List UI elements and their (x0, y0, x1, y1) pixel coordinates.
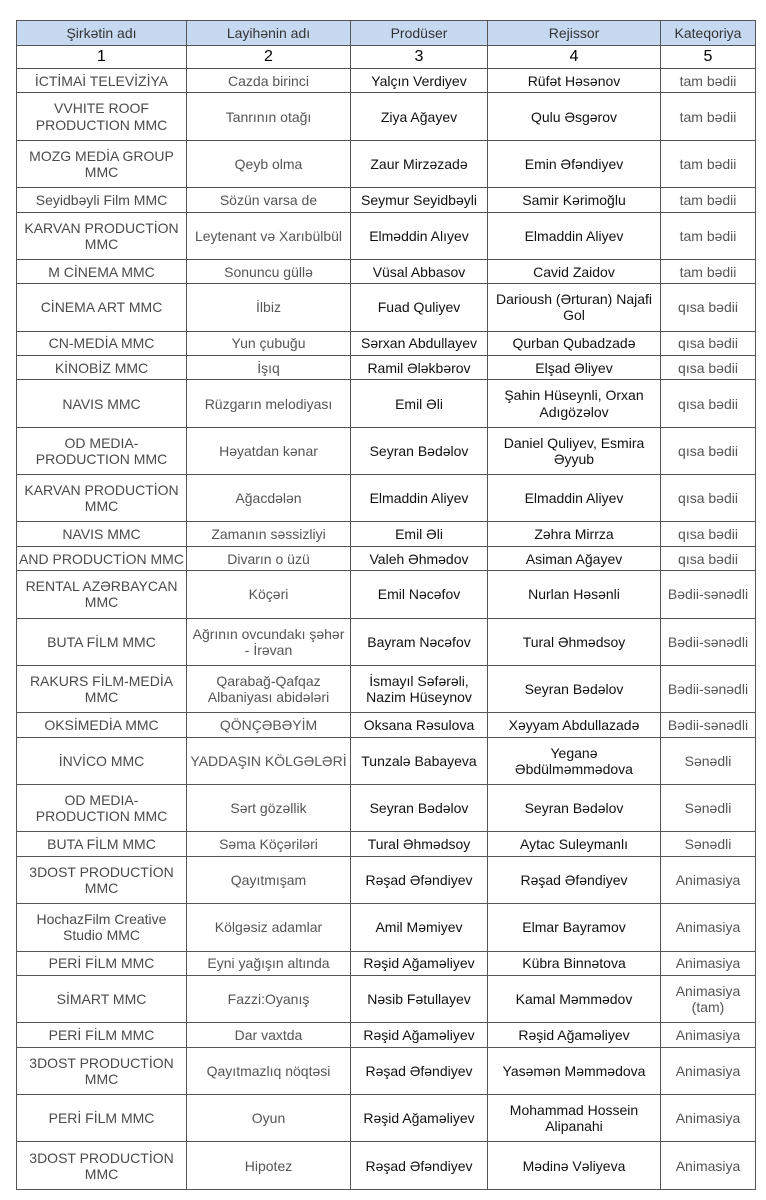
company-cell: PERİ FİLM MMC (17, 1095, 187, 1142)
category-cell: qısa bədii (661, 427, 756, 474)
producer-cell: Emil Əli (351, 380, 488, 427)
director-cell: Mohammad Hossein Alipanahi (488, 1095, 661, 1142)
company-cell: Seyidbəyli Film MMC (17, 188, 187, 212)
category-cell: Animasiya (661, 856, 756, 903)
producer-cell: İsmayıl Səfərəli, Nazim Hüseynov (351, 665, 488, 712)
table-row (17, 69, 756, 93)
project-cell: Hipotez (187, 1142, 351, 1190)
category-cell: Animasiya (661, 904, 756, 951)
company-cell: PERİ FİLM MMC (17, 1023, 187, 1047)
company-cell: 3DOST PRODUCTİON MMC (17, 856, 187, 903)
director-cell: Kübra Binnətova (488, 951, 661, 975)
producer-cell: Yalçın Verdiyev (351, 69, 488, 93)
projects-table (16, 20, 756, 1190)
project-cell: Cazda birinci (187, 69, 351, 93)
director-cell: Yasəmən Məmmədova (488, 1047, 661, 1094)
category-cell: Sənədli (661, 832, 756, 856)
director-cell: Mədinə Vəliyeva (488, 1142, 661, 1190)
director-cell: Aytac Suleymanlı (488, 832, 661, 856)
company-cell: OD MEDIA-PRODUCTION MMC (17, 785, 187, 832)
director-cell: Elmaddin Aliyev (488, 212, 661, 259)
category-cell: Animasiya (661, 1023, 756, 1047)
table-row (17, 522, 756, 546)
header-producer: Prodüser (351, 21, 488, 46)
producer-cell: Emil Nəcəfov (351, 571, 488, 618)
category-cell: Bədii-sənədli (661, 665, 756, 712)
category-cell: Sənədli (661, 785, 756, 832)
table-row (17, 904, 756, 951)
category-cell: Animasiya (661, 1095, 756, 1142)
director-cell: Rüfət Həsənov (488, 69, 661, 93)
company-cell: AND PRODUCTİON MMC (17, 546, 187, 570)
producer-cell: Tural Əhmədsoy (351, 832, 488, 856)
company-cell: M CİNEMA MMC (17, 259, 187, 283)
column-number-row (17, 46, 756, 69)
company-cell: BUTA FİLM MMC (17, 832, 187, 856)
category-cell: tam bədii (661, 212, 756, 259)
project-cell: Sərt gözəllik (187, 785, 351, 832)
director-cell: Rəşid Ağaməliyev (488, 1023, 661, 1047)
table-row (17, 832, 756, 856)
project-cell: Tanrının otağı (187, 93, 351, 140)
company-cell: KİNOBİZ MMC (17, 356, 187, 380)
company-cell: MOZG MEDİA GROUP MMC (17, 140, 187, 187)
director-cell: Asiman Ağayev (488, 546, 661, 570)
column-number: 4 (488, 46, 661, 69)
company-cell: NAVIS MMC (17, 380, 187, 427)
category-cell: tam bədii (661, 188, 756, 212)
producer-cell: Rəşid Ağaməliyev (351, 1095, 488, 1142)
table-row (17, 665, 756, 712)
category-cell: tam bədii (661, 140, 756, 187)
producer-cell: Valeh Əhmədov (351, 546, 488, 570)
project-cell: Sonuncu güllə (187, 259, 351, 283)
category-cell: Animasiya (661, 1047, 756, 1094)
producer-cell: Rəşid Ağaməliyev (351, 1023, 488, 1047)
producer-cell: Tunzalə Babayeva (351, 737, 488, 784)
column-number: 1 (17, 46, 187, 69)
project-cell: Yun çubuğu (187, 331, 351, 355)
producer-cell: Rəşid Ağaməliyev (351, 951, 488, 975)
company-cell: KARVAN PRODUCTİON MMC (17, 475, 187, 522)
header-company: Şirkətin adı (17, 21, 187, 46)
category-cell: qısa bədii (661, 331, 756, 355)
table-row (17, 975, 756, 1022)
director-cell: Darioush (Ərturan) Najafi Gol (488, 284, 661, 331)
project-cell: Səma Köçəriləri (187, 832, 351, 856)
director-cell: Elmaddin Aliyev (488, 475, 661, 522)
project-cell: Həyatdan kənar (187, 427, 351, 474)
project-cell: Eyni yağışın altında (187, 951, 351, 975)
category-cell: tam bədii (661, 93, 756, 140)
producer-cell: Seyran Bədəlov (351, 785, 488, 832)
producer-cell: Rəşad Əfəndiyev (351, 1047, 488, 1094)
producer-cell: Emil Əli (351, 522, 488, 546)
director-cell: Zəhra Mirrza (488, 522, 661, 546)
company-cell: CİNEMA ART MMC (17, 284, 187, 331)
table-row (17, 93, 756, 140)
producer-cell: Rəşad Əfəndiyev (351, 1142, 488, 1190)
project-cell: Rüzgarın melodiyası (187, 380, 351, 427)
project-cell: Oyun (187, 1095, 351, 1142)
company-cell: 3DOST PRODUCTİON MMC (17, 1142, 187, 1190)
header-row (17, 21, 756, 46)
director-cell: Samir Kərimoğlu (488, 188, 661, 212)
producer-cell: Ramil Ələkbərov (351, 356, 488, 380)
company-cell: İNVİCO MMC (17, 737, 187, 784)
project-cell: Dar vaxtda (187, 1023, 351, 1047)
category-cell: qısa bədii (661, 522, 756, 546)
table-row (17, 1047, 756, 1094)
project-cell: Qarabağ-Qafqaz Albaniyası abidələri (187, 665, 351, 712)
project-cell: İlbiz (187, 284, 351, 331)
category-cell: Bədii-sənədli (661, 571, 756, 618)
table-row (17, 785, 756, 832)
category-cell: qısa bədii (661, 356, 756, 380)
director-cell: Qurban Qubadzadə (488, 331, 661, 355)
table-row (17, 713, 756, 737)
director-cell: Şahin Hüseynli, Orxan Adıgözəlov (488, 380, 661, 427)
project-cell: Kölgəsiz adamlar (187, 904, 351, 951)
producer-cell: Bayram Nəcəfov (351, 618, 488, 665)
category-cell: qısa bədii (661, 475, 756, 522)
table-row (17, 951, 756, 975)
category-cell: tam bədii (661, 69, 756, 93)
producer-cell: Zaur Mirzəzadə (351, 140, 488, 187)
project-cell: Qayıtmışam (187, 856, 351, 903)
company-cell: 3DOST PRODUCTİON MMC (17, 1047, 187, 1094)
director-cell: Yeganə Əbdülməmmədova (488, 737, 661, 784)
table-row (17, 856, 756, 903)
category-cell: tam bədii (661, 259, 756, 283)
director-cell: Seyran Bədəlov (488, 665, 661, 712)
table-row (17, 1095, 756, 1142)
company-cell: İCTİMAİ TELEVİZİYA (17, 69, 187, 93)
company-cell: OKSİMEDİA MMC (17, 713, 187, 737)
table-row (17, 571, 756, 618)
producer-cell: Rəşad Əfəndiyev (351, 856, 488, 903)
director-cell: Daniel Quliyev, Esmira Əyyub (488, 427, 661, 474)
project-cell: Zamanın səssizliyi (187, 522, 351, 546)
table-row (17, 140, 756, 187)
table-row (17, 475, 756, 522)
project-cell: Sözün varsa de (187, 188, 351, 212)
header-category: Kateqoriya (661, 21, 756, 46)
column-number: 3 (351, 46, 488, 69)
director-cell: Nurlan Həsənli (488, 571, 661, 618)
table-row (17, 1142, 756, 1190)
company-cell: CN-MEDİA MMC (17, 331, 187, 355)
table-row (17, 427, 756, 474)
project-cell: QÖNÇƏBƏYİM (187, 713, 351, 737)
producer-cell: Amil Məmiyev (351, 904, 488, 951)
company-cell: PERİ FİLM MMC (17, 951, 187, 975)
table-row (17, 737, 756, 784)
company-cell: VVHITE ROOF PRODUCTION MMC (17, 93, 187, 140)
table-row (17, 212, 756, 259)
producer-cell: Vüsal Abbasov (351, 259, 488, 283)
project-cell: Leytenant və Xarıbülbül (187, 212, 351, 259)
producer-cell: Oksana Rəsulova (351, 713, 488, 737)
table-row (17, 1023, 756, 1047)
company-cell: RAKURS FİLM-MEDİA MMC (17, 665, 187, 712)
table-body (17, 21, 756, 1190)
category-cell: qısa bədii (661, 284, 756, 331)
header-director: Rejissor (488, 21, 661, 46)
category-cell: qısa bədii (661, 546, 756, 570)
producer-cell: Elməddin Alıyev (351, 212, 488, 259)
project-cell: Köçəri (187, 571, 351, 618)
category-cell: Animasiya (661, 951, 756, 975)
producer-cell: Seymur Seyidbəyli (351, 188, 488, 212)
project-cell: Divarın o üzü (187, 546, 351, 570)
director-cell: Cavid Zaidov (488, 259, 661, 283)
producer-cell: Sərxan Abdullayev (351, 331, 488, 355)
table-row (17, 259, 756, 283)
producer-cell: Seyran Bədəlov (351, 427, 488, 474)
producer-cell: Fuad Quliyev (351, 284, 488, 331)
director-cell: Emin Əfəndiyev (488, 140, 661, 187)
category-cell: qısa bədii (661, 380, 756, 427)
column-number: 2 (187, 46, 351, 69)
project-cell: Fazzi:Oyanış (187, 975, 351, 1022)
table-row (17, 356, 756, 380)
director-cell: Elmar Bayramov (488, 904, 661, 951)
table-row (17, 188, 756, 212)
category-cell: Sənədli (661, 737, 756, 784)
table-row (17, 618, 756, 665)
project-cell: İşıq (187, 356, 351, 380)
company-cell: HochazFilm Creative Studio MMC (17, 904, 187, 951)
table-row (17, 380, 756, 427)
project-cell: Qayıtmazlıq nöqtəsi (187, 1047, 351, 1094)
category-cell: Bədii-sənədli (661, 618, 756, 665)
director-cell: Seyran Bədəlov (488, 785, 661, 832)
producer-cell: Elmaddin Aliyev (351, 475, 488, 522)
director-cell: Elşad Əliyev (488, 356, 661, 380)
category-cell: Animasiya (tam) (661, 975, 756, 1022)
producer-cell: Ziya Ağayev (351, 93, 488, 140)
director-cell: Xəyyam Abdullazadə (488, 713, 661, 737)
project-cell: Qeyb olma (187, 140, 351, 187)
project-cell: Ağrının ovcundakı şəhər - İrəvan (187, 618, 351, 665)
producer-cell: Nəsib Fətullayev (351, 975, 488, 1022)
table-row (17, 284, 756, 331)
director-cell: Kamal Məmmədov (488, 975, 661, 1022)
company-cell: BUTA FİLM MMC (17, 618, 187, 665)
company-cell: OD MEDIA-PRODUCTION MMC (17, 427, 187, 474)
table-row (17, 331, 756, 355)
company-cell: RENTAL AZƏRBAYCAN MMC (17, 571, 187, 618)
director-cell: Tural Əhmədsoy (488, 618, 661, 665)
category-cell: Animasiya (661, 1142, 756, 1190)
director-cell: Qulu Əsgərov (488, 93, 661, 140)
header-project: Layihənin adı (187, 21, 351, 46)
company-cell: NAVIS MMC (17, 522, 187, 546)
company-cell: KARVAN PRODUCTİON MMC (17, 212, 187, 259)
director-cell: Rəşad Əfəndiyev (488, 856, 661, 903)
column-number: 5 (661, 46, 756, 69)
project-cell: Ağacdələn (187, 475, 351, 522)
table-row (17, 546, 756, 570)
category-cell: Bədii-sənədli (661, 713, 756, 737)
project-cell: YADDAŞIN KÖLGƏLƏRİ (187, 737, 351, 784)
company-cell: SİMART MMC (17, 975, 187, 1022)
